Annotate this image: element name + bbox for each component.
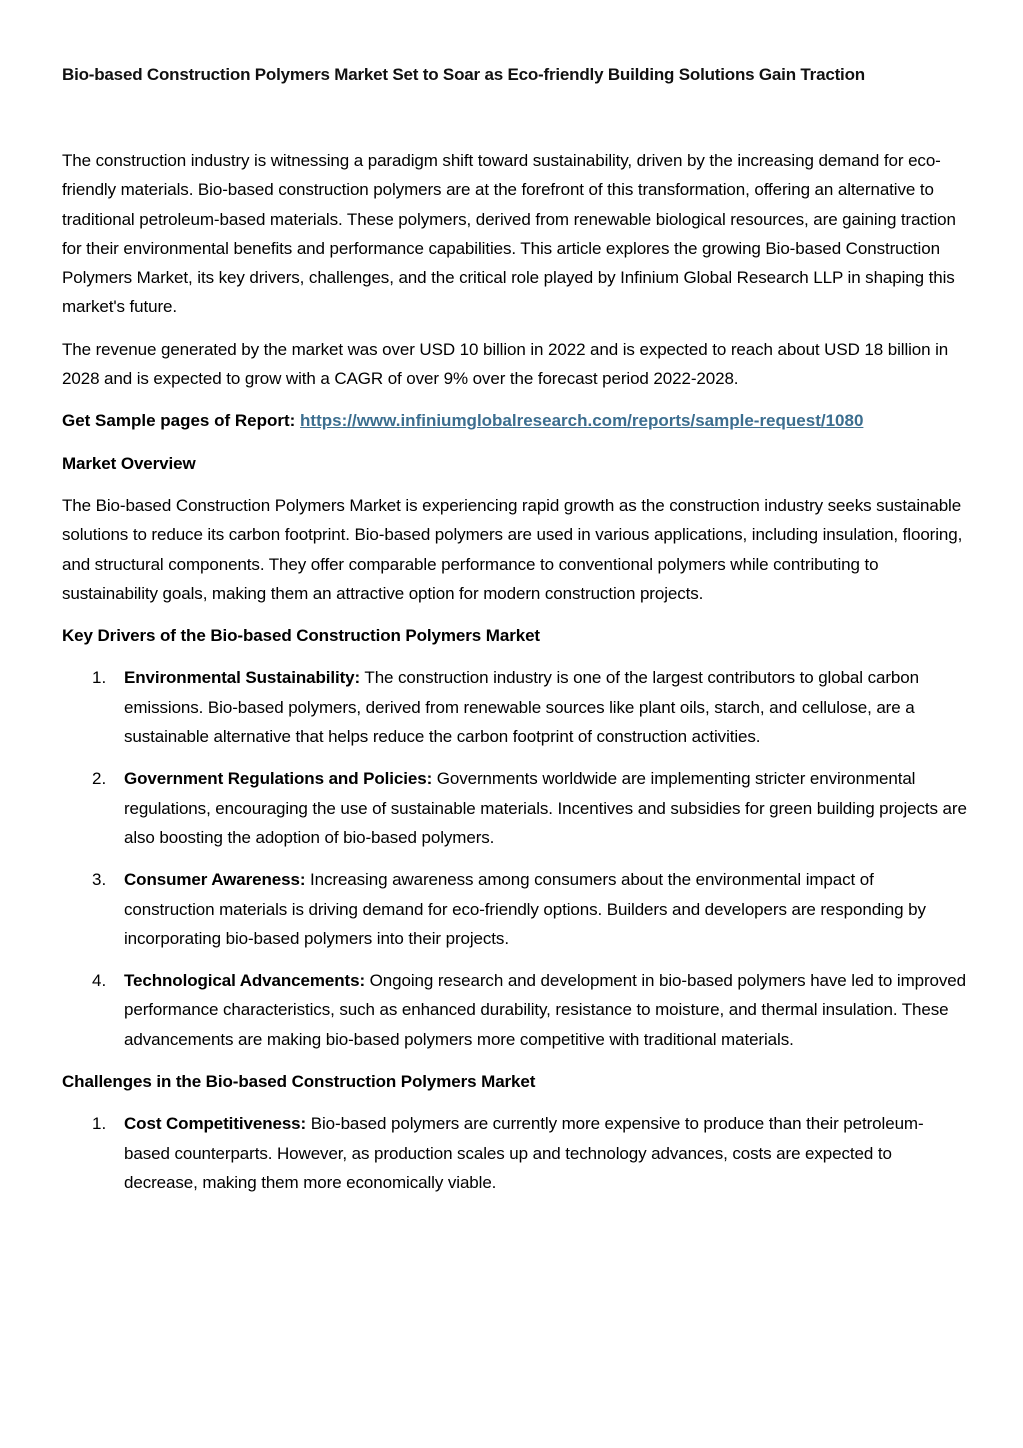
challenges-heading: Challenges in the Bio-based Construction Polymers Market [62, 1072, 536, 1092]
market-overview-text: The Bio-based Construction Polymers Market is experiencing rapid growth as the construction industry seeks sustainable solutions to reduce its carbon footprint. Bio-based polymers are used in various applications, including insulation, flooring, and structural components. They offer comparable performance to conventional polymers while contributing to sustainability goals, making them an attractive option for modern construction projects. [62, 495, 963, 603]
key-drivers-list [62, 663, 967, 1054]
list-item-text: Bio-based polymers are currently more expensive to produce than their petroleum-based counterparts. However, as production scales up and technology advances, costs are expected to decrease, making them more economically viable. [124, 1114, 924, 1192]
challenges-list [62, 1109, 967, 1197]
list-item-text: Governments worldwide are implementing stricter environmental regulations, encouraging the use of sustainable materials. Incentives and subsidies for green building projects are also boosting the adoption of bio-based polymers. [124, 769, 967, 847]
revenue-paragraph: The revenue generated by the market was over USD 10 billion in 2022 and is expected to reach about USD 18 billion in 2028 and is expected to grow with a CAGR of over 9% over the forecast period 2022-2028. [62, 339, 949, 389]
sample-request-link[interactable]: https://www.infiniumglobalresearch.com/reports/sample-request/1080 [300, 411, 864, 431]
list-item-label: Consumer Awareness: [124, 870, 306, 890]
list-item-text: Ongoing research and development in bio-based polymers have led to improved performance characteristics, such as enhanced durability, resistance to moisture, and thermal insulation. These advancements are making bio-based polymers more competitive with traditional materials. [124, 971, 967, 1049]
list-item [62, 1109, 967, 1197]
page-title: Bio-based Construction Polymers Market Set to Soar as Eco-friendly Building Solutions Gain Traction [62, 65, 865, 84]
list-number: 2. [92, 769, 107, 789]
sample-request [62, 406, 967, 435]
list-item-label: Technological Advancements: [124, 971, 366, 991]
list-number: 3. [92, 870, 107, 890]
list-item-text: Increasing awareness among consumers about the environmental impact of construction materials is driving demand for eco-friendly options. Builders and developers are responding by incorporating bio-based polymers into their projects. [124, 870, 926, 948]
list-item-label: Cost Competitiveness: [124, 1114, 307, 1134]
list-item [62, 966, 967, 1054]
list-item [62, 663, 967, 751]
list-number: 4. [92, 971, 107, 991]
list-number: 1. [92, 668, 107, 688]
list-item-text: The construction industry is one of the largest contributors to global carbon emissions. Bio-based polymers, derived from renewable sources like plant oils, starch, and cellulose, are a sustainable alternative that helps reduce the carbon footprint of construction activities. [124, 668, 919, 747]
list-number: 1. [92, 1114, 107, 1134]
list-item-label: Environmental Sustainability: [124, 668, 361, 688]
market-overview-heading: Market Overview [62, 453, 196, 473]
list-item [62, 865, 967, 953]
document-body [62, 146, 967, 1210]
intro-paragraph: The construction industry is witnessing a paradigm shift toward sustainability, driven by the increasing demand for eco-friendly materials. Bio-based construction polymers are at the forefront of this transformation, offering an alternative to traditional petroleum-based materials. These polymers, derived from renewable biological resources, are gaining traction for their environmental benefits and performance capabilities. This article explores the growing Bio-based Construction Polymers Market, its key drivers, challenges, and the critical role played by Infinium Global Research LLP in shaping this market's future. [62, 151, 956, 317]
key-drivers-heading: Key Drivers of the Bio-based Construction Polymers Market [62, 626, 540, 646]
sample-label: Get Sample pages of Report: [62, 411, 301, 431]
list-item-label: Government Regulations and Policies: [124, 769, 433, 789]
list-item [62, 764, 967, 852]
